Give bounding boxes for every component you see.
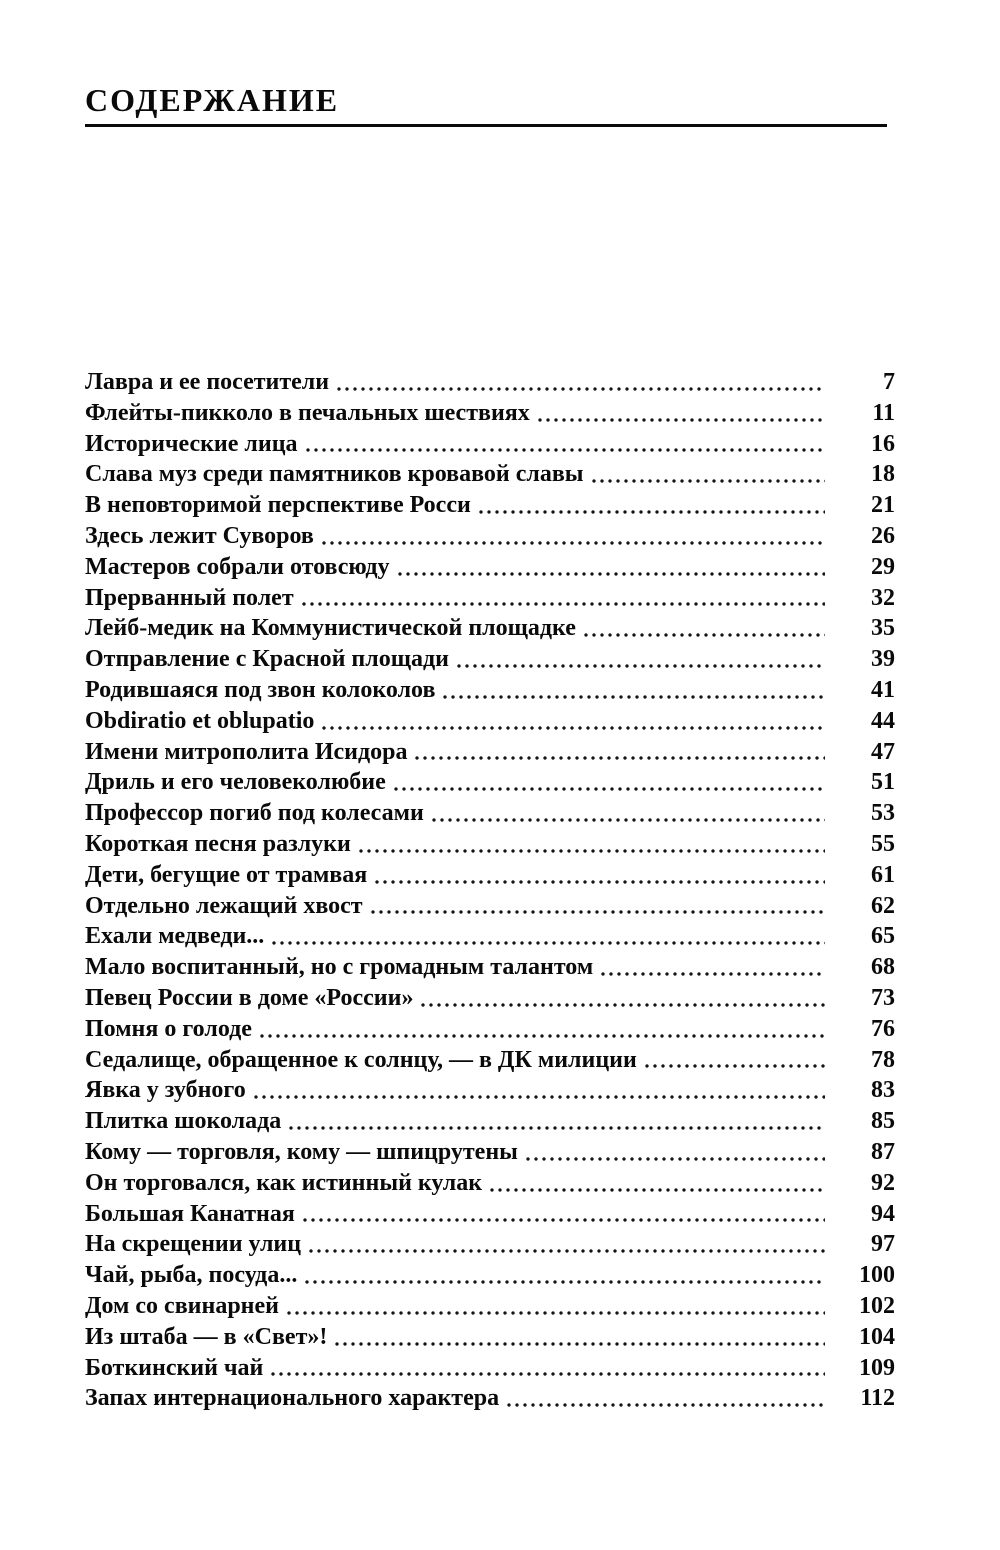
toc-entry	[85, 767, 895, 798]
toc-entry	[85, 798, 895, 829]
toc-entry-title: Здесь лежит Суворов	[85, 522, 314, 549]
toc-entry	[85, 891, 895, 922]
toc-entry	[85, 1106, 895, 1137]
toc-entry-page: 112	[860, 1385, 895, 1412]
toc-entry-title: Запах интернационального характера	[85, 1385, 500, 1412]
toc-entry-title: Obdiratio et oblupatio	[85, 707, 315, 734]
toc-entry-page: 109	[859, 1354, 895, 1381]
toc-entry-page: 104	[859, 1323, 895, 1350]
toc-entry-title: Короткая песня разлуки	[85, 830, 351, 857]
dot-leader	[369, 891, 825, 922]
toc-entry-page: 51	[871, 769, 895, 796]
toc-entry-page: 44	[871, 707, 895, 734]
toc-entry-title: Профессор погиб под колесами	[85, 800, 424, 827]
dot-leader	[392, 767, 825, 798]
toc-entry	[85, 1075, 895, 1106]
toc-entry	[85, 1199, 895, 1230]
toc-entry	[85, 952, 895, 983]
toc-entry-title: Седалище, обращенное к солнцу, — в ДК милиции	[85, 1046, 637, 1073]
dot-leader	[441, 675, 825, 706]
toc-entry-page: 11	[872, 399, 895, 426]
toc-entry-page: 73	[871, 984, 895, 1011]
toc-entry-title: Чай, рыба, посуда...	[85, 1262, 298, 1289]
toc-entry-page: 41	[871, 676, 895, 703]
toc-entry	[85, 1322, 895, 1353]
toc-entry-title: Мало воспитанный, но с громадным талантом	[85, 954, 594, 981]
toc-entry-page: 61	[871, 861, 895, 888]
toc-entry-title: Помня о голоде	[85, 1015, 252, 1042]
dot-leader	[270, 921, 825, 952]
toc-entry-page: 32	[871, 584, 895, 611]
toc-entry-title: Певец России в доме «России»	[85, 984, 414, 1011]
dot-leader	[304, 429, 825, 460]
toc-entry-title: Дети, бегущие от трамвая	[85, 861, 368, 888]
dot-leader	[413, 737, 825, 768]
toc-entry	[85, 860, 895, 891]
toc-entry-page: 16	[871, 430, 895, 457]
toc-entry-title: Он торговался, как истинный кулак	[85, 1169, 483, 1196]
dot-leader	[287, 1106, 825, 1137]
dot-leader	[643, 1045, 825, 1076]
toc-entry-title: Отправление с Красной площади	[85, 646, 449, 673]
toc-entry-title: Исторические лица	[85, 430, 298, 457]
toc-entry-page: 21	[871, 492, 895, 519]
dot-leader	[252, 1075, 825, 1106]
page-title-rule	[85, 84, 887, 127]
toc-entry-title: Родившаяся под звон колоколов	[85, 676, 436, 703]
dot-leader	[396, 552, 825, 583]
toc-entry	[85, 675, 895, 706]
toc-entry	[85, 552, 895, 583]
toc-entry-page: 94	[871, 1200, 895, 1227]
toc-entry	[85, 1383, 895, 1414]
dot-leader	[301, 1199, 825, 1230]
toc-entry	[85, 398, 895, 429]
dot-leader	[357, 829, 825, 860]
toc-entry-title: Мастеров собрали отовсюду	[85, 553, 390, 580]
dot-leader	[320, 521, 825, 552]
toc-entry-page: 35	[871, 615, 895, 642]
toc-entry-title: Флейты-пикколо в печальных шествиях	[85, 399, 530, 426]
toc-entry-title: Дом со свинарней	[85, 1292, 279, 1319]
toc-entry-page: 92	[871, 1169, 895, 1196]
dot-leader	[536, 398, 825, 429]
toc-entry-title: Ехали медведи...	[85, 923, 265, 950]
toc-entry-title: Явка у зубного	[85, 1077, 246, 1104]
dot-leader	[430, 798, 825, 829]
dot-leader	[582, 613, 825, 644]
toc-entry-page: 26	[871, 522, 895, 549]
toc-entry-page: 76	[871, 1015, 895, 1042]
toc-entry-title: Из штаба — в «Свет»!	[85, 1323, 328, 1350]
dot-leader	[303, 1260, 825, 1291]
dot-leader	[285, 1291, 825, 1322]
toc-entry-page: 18	[871, 461, 895, 488]
toc-entry	[85, 921, 895, 952]
toc-entry-title: Плитка шоколада	[85, 1108, 282, 1135]
toc-entry-page: 83	[871, 1077, 895, 1104]
toc-entry	[85, 1137, 895, 1168]
toc-entry	[85, 1291, 895, 1322]
toc-entry-title: В неповторимой перспективе Росси	[85, 492, 471, 519]
toc-entry	[85, 521, 895, 552]
toc-entry-page: 47	[871, 738, 895, 765]
toc-entry-page: 55	[871, 830, 895, 857]
page-title: СОДЕРЖАНИЕ	[85, 82, 340, 118]
toc-entry-page: 100	[859, 1262, 895, 1289]
toc-entry-title: Имени митрополита Исидора	[85, 738, 408, 765]
toc-entry-page: 53	[871, 800, 895, 827]
dot-leader	[269, 1353, 825, 1384]
dot-leader	[477, 490, 825, 521]
toc-entry	[85, 1168, 895, 1199]
toc-entry-title: Отдельно лежащий хвост	[85, 892, 363, 919]
toc-entry	[85, 644, 895, 675]
toc-entry-page: 102	[859, 1292, 895, 1319]
dot-leader	[258, 1014, 825, 1045]
toc-entry	[85, 1045, 895, 1076]
dot-leader	[373, 860, 825, 891]
dot-leader	[333, 1322, 825, 1353]
dot-leader	[307, 1229, 825, 1260]
toc-entry	[85, 490, 895, 521]
toc-entry-page: 7	[883, 369, 895, 395]
toc-entry-title: Дриль и его человеколюбие	[85, 769, 386, 796]
toc-entry	[85, 459, 895, 490]
toc-entry-title: Слава муз среди памятников кровавой славы	[85, 461, 584, 488]
toc-entry	[85, 1014, 895, 1045]
toc-entry	[85, 983, 895, 1014]
toc-entry-page: 62	[871, 892, 895, 919]
toc-list	[85, 367, 895, 1414]
toc-entry-page: 97	[871, 1231, 895, 1258]
toc-entry	[85, 1353, 895, 1384]
toc-entry-page: 68	[871, 954, 895, 981]
toc-entry-page: 87	[871, 1138, 895, 1165]
dot-leader	[599, 952, 825, 983]
toc-entry-title: Боткинский чай	[85, 1354, 264, 1381]
toc-entry	[85, 706, 895, 737]
toc-entry	[85, 737, 895, 768]
toc-entry-title: Лавра и ее посетители	[85, 369, 330, 395]
toc-entry-title: Большая Канатная	[85, 1200, 295, 1227]
toc-entry	[85, 367, 895, 398]
toc-entry	[85, 429, 895, 460]
toc-entry-title: На скрещении улиц	[85, 1231, 302, 1258]
toc-entry-page: 85	[871, 1108, 895, 1135]
dot-leader	[488, 1168, 825, 1199]
toc-entry-page: 65	[871, 923, 895, 950]
dot-leader	[320, 706, 825, 737]
toc-entry	[85, 613, 895, 644]
toc-entry	[85, 583, 895, 614]
dot-leader	[590, 459, 825, 490]
toc-entry-title: Кому — торговля, кому — шпицрутены	[85, 1138, 518, 1165]
toc-entry	[85, 1229, 895, 1260]
dot-leader	[335, 367, 825, 398]
toc-entry-title: Лейб-медик на Коммунистической площадке	[85, 615, 576, 642]
toc-entry-title: Прерванный полет	[85, 584, 294, 611]
dot-leader	[419, 983, 825, 1014]
toc-entry	[85, 1260, 895, 1291]
toc-entry-page: 29	[871, 553, 895, 580]
toc-entry	[85, 829, 895, 860]
toc-entry-page: 39	[871, 646, 895, 673]
toc-entry-page: 78	[871, 1046, 895, 1073]
dot-leader	[455, 644, 825, 675]
dot-leader	[300, 583, 825, 614]
dot-leader	[524, 1137, 825, 1168]
dot-leader	[505, 1383, 825, 1414]
